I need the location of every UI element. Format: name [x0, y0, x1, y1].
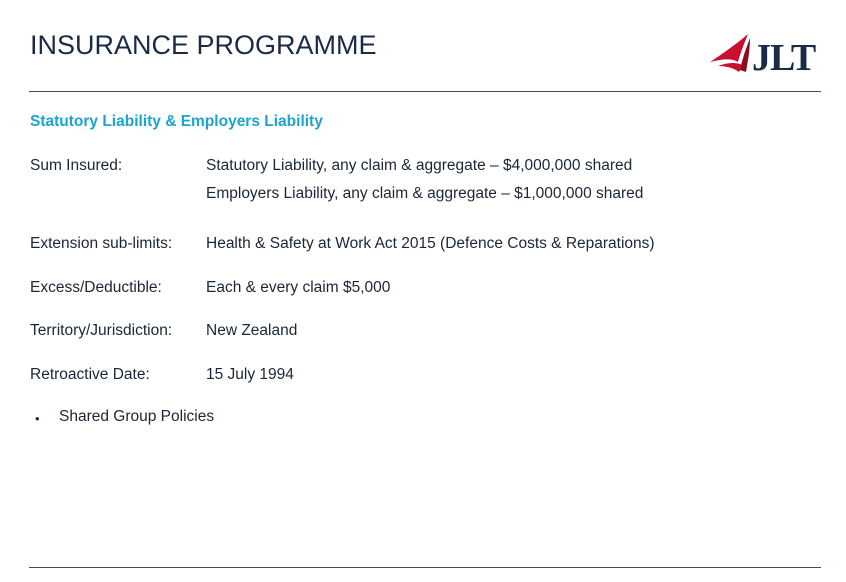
- territory-jurisdiction-value: New Zealand: [206, 322, 298, 339]
- section-heading: Statutory Liability & Employers Liability: [30, 113, 323, 130]
- sum-insured-value-statutory: Statutory Liability, any claim & aggregate – $4,000,000 shared: [206, 157, 633, 174]
- excess-deductible-label: Excess/Deductible:: [30, 279, 162, 296]
- retroactive-date-value: 15 July 1994: [206, 366, 294, 383]
- excess-deductible-value: Each & every claim $5,000: [206, 279, 391, 296]
- footer-divider: [29, 567, 821, 568]
- sum-insured-label: Sum Insured:: [30, 157, 123, 174]
- jlt-logo: [708, 32, 826, 76]
- header-divider: [29, 91, 821, 92]
- extension-sub-limits-label: Extension sub-limits:: [30, 235, 173, 252]
- retroactive-date-label: Retroactive Date:: [30, 366, 150, 383]
- sum-insured-value-employers: Employers Liability, any claim & aggregate – $1,000,000 shared: [206, 185, 644, 202]
- page-title: INSURANCE PROGRAMME: [30, 30, 377, 60]
- sail-logo-icon: [708, 32, 826, 76]
- svg-text:JLT: JLT: [752, 37, 816, 76]
- bullet-item: Shared Group Policies: [59, 408, 215, 425]
- bullet-icon: •: [35, 411, 40, 426]
- extension-sub-limits-value: Health & Safety at Work Act 2015 (Defence Costs & Reparations): [206, 235, 655, 252]
- territory-jurisdiction-label: Territory/Jurisdiction:: [30, 322, 173, 339]
